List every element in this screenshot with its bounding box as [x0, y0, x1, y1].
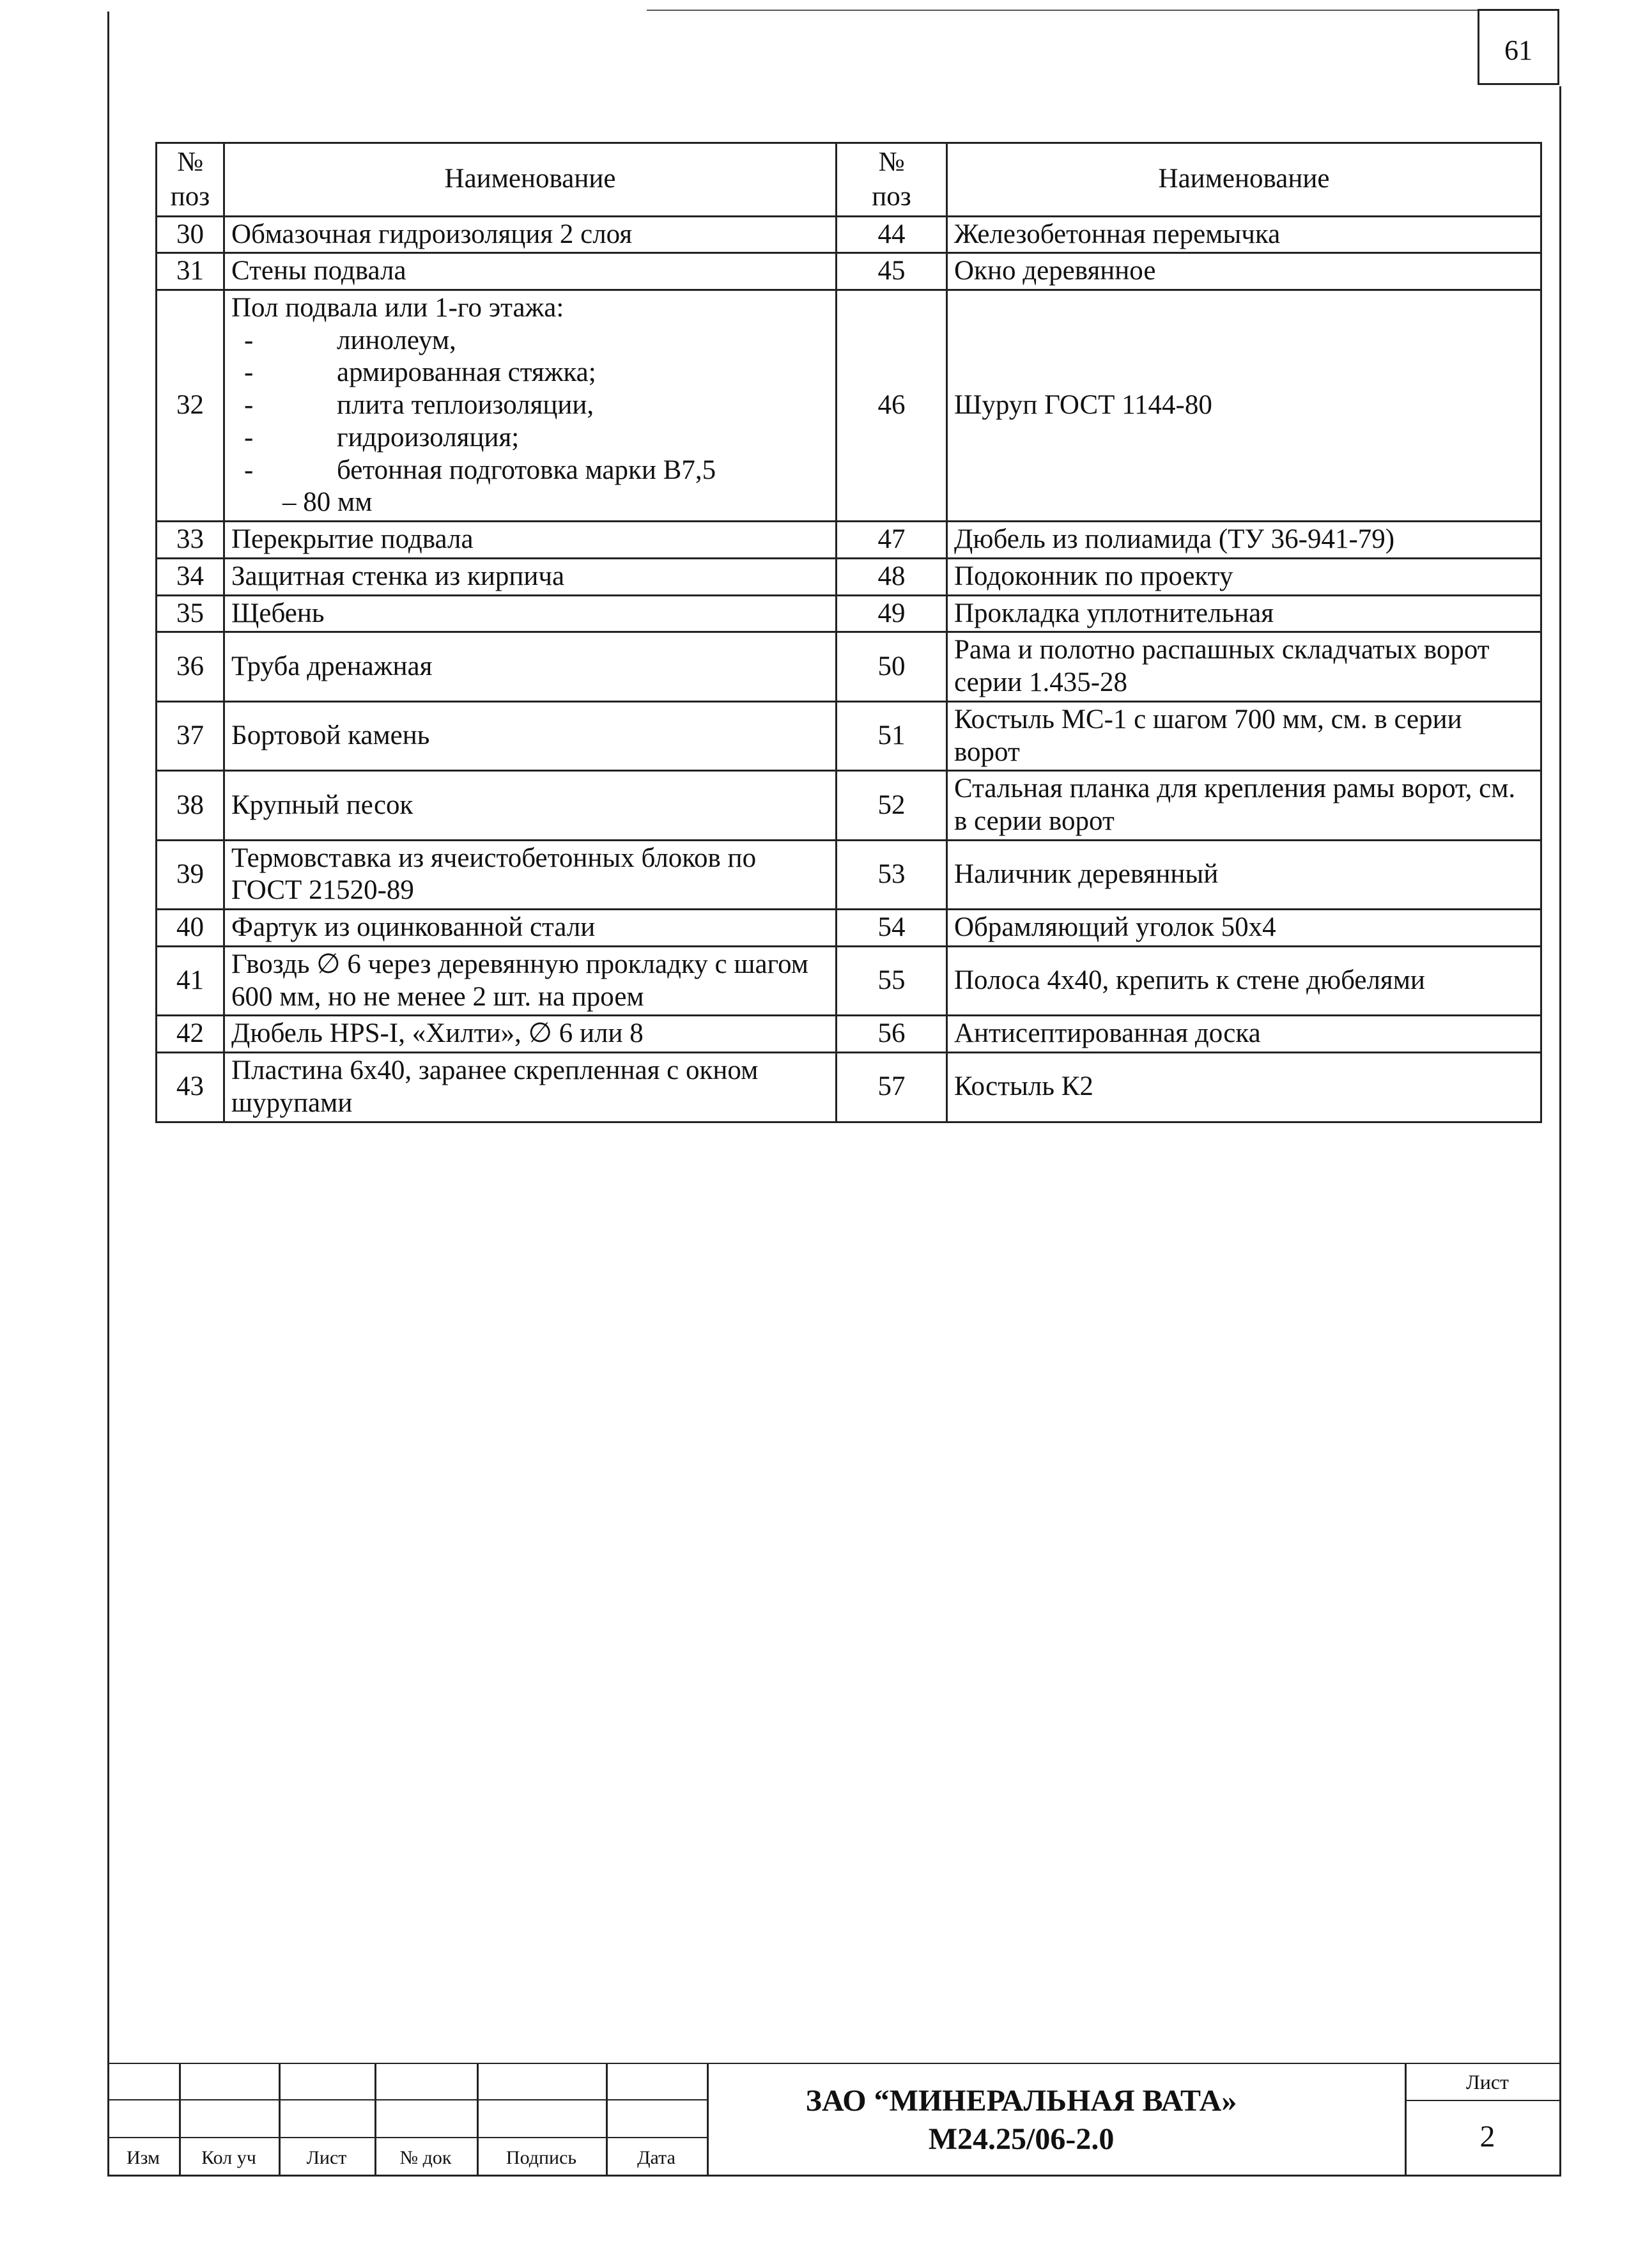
floor-layers-cell — [224, 290, 837, 521]
header-name-col: Наименование — [224, 143, 837, 217]
header-num2-col — [837, 143, 947, 217]
list-item — [231, 325, 829, 357]
document-number: М24.25/06-2.0 — [928, 2122, 1115, 2156]
pos-number: 54 — [837, 910, 947, 947]
page-number-box — [1478, 9, 1559, 85]
specification-table — [155, 142, 1542, 1123]
table-row — [157, 1053, 1541, 1122]
table-row — [157, 216, 1541, 253]
item-name: Обмазочная гидроизоляция 2 слоя — [224, 216, 837, 253]
header-name2-col: Наименование — [947, 143, 1541, 217]
item-name: Защитная стенка из кирпича — [224, 558, 837, 595]
table-row — [157, 1016, 1541, 1053]
table-row — [157, 558, 1541, 595]
table-row — [157, 595, 1541, 632]
pos-number: 46 — [837, 290, 947, 521]
item-name: Костыль МС-1 с шагом 700 мм, см. в серии ворот — [947, 701, 1541, 770]
floor-layers-tail: – 80 мм — [282, 487, 373, 518]
item-name: Подоконник по проекту — [947, 558, 1541, 595]
item-name: Обрамляющий уголок 50х4 — [947, 910, 1541, 947]
floor-layers-title: Пол подвала или 1-го этажа: — [231, 292, 564, 323]
title-block-col-line — [1405, 2063, 1407, 2177]
item-name: Рама и полотно распашных складчатых ворот серии 1.435-28 — [947, 632, 1541, 701]
label-change: Изм — [126, 2147, 160, 2168]
frame-left-line — [107, 12, 109, 2177]
item-name: Окно деревянное — [947, 253, 1541, 290]
label-sheet: Лист — [306, 2147, 347, 2168]
pos-number: 52 — [837, 771, 947, 840]
item-name: Наличник деревянный — [947, 840, 1541, 909]
table-row-floor-layers — [157, 290, 1541, 521]
table-row — [157, 701, 1541, 770]
title-block-top-line — [107, 2063, 1561, 2064]
dash-marker: - — [244, 357, 254, 388]
item-name: Антисептированная доска — [947, 1016, 1541, 1053]
table-row — [157, 910, 1541, 947]
item-name: Шуруп ГОСТ 1144-80 — [947, 290, 1541, 521]
list-item-text: плита теплоизоляции, — [337, 390, 594, 421]
pos-number: 45 — [837, 253, 947, 290]
pos-number: 36 — [157, 632, 224, 701]
table-row — [157, 840, 1541, 909]
dash-marker: - — [244, 325, 254, 355]
page-number: 61 — [1504, 35, 1532, 66]
label-date: Дата — [637, 2147, 675, 2168]
pos-number: 32 — [157, 290, 224, 521]
dash-marker: - — [244, 390, 254, 421]
header-num-col — [157, 143, 224, 217]
company-name: ЗАО “МИНЕРАЛЬНАЯ ВАТА» — [805, 2084, 1237, 2118]
frame-right-line — [1559, 86, 1561, 2177]
item-name: Дюбель HPS-I, «Хилти», ∅ 6 или 8 — [224, 1016, 837, 1053]
pos-number: 30 — [157, 216, 224, 253]
pos-number: 51 — [837, 701, 947, 770]
list-item — [231, 389, 829, 422]
pos-number: 48 — [837, 558, 947, 595]
item-name: Перекрытие подвала — [224, 522, 837, 559]
dash-marker: - — [244, 422, 254, 453]
pos-number: 41 — [157, 946, 224, 1015]
title-block-col-line — [707, 2063, 709, 2177]
item-name: Костыль К2 — [947, 1053, 1541, 1122]
pos-number: 39 — [157, 840, 224, 909]
table-row — [157, 253, 1541, 290]
item-name: Бортовой камень — [224, 701, 837, 770]
header-num2-pos: поз — [872, 181, 911, 212]
table-header-row — [157, 143, 1541, 217]
pos-number: 40 — [157, 910, 224, 947]
title-block-row-line — [107, 2099, 708, 2100]
sheet-number: 2 — [1479, 2120, 1495, 2154]
pos-number: 34 — [157, 558, 224, 595]
pos-number: 49 — [837, 595, 947, 632]
item-name: Труба дренажная — [224, 632, 837, 701]
label-signature: Подпись — [506, 2147, 577, 2168]
label-doc-number: № док — [399, 2147, 452, 2168]
list-item-text: линолеум, — [337, 325, 456, 355]
item-name: Крупный песок — [224, 771, 837, 840]
pos-number: 43 — [157, 1053, 224, 1122]
pos-number: 56 — [837, 1016, 947, 1053]
pos-number: 38 — [157, 771, 224, 840]
item-name: Фартук из оцинкованной стали — [224, 910, 837, 947]
item-name: Дюбель из полиамида (ТУ 36-941-79) — [947, 522, 1541, 559]
pos-number: 47 — [837, 522, 947, 559]
list-item — [231, 422, 829, 454]
list-item-text: гидроизоляция; — [337, 422, 520, 453]
item-name: Щебень — [224, 595, 837, 632]
item-name: Стены подвала — [224, 253, 837, 290]
pos-number: 42 — [157, 1016, 224, 1053]
item-name: Пластина 6х40, заранее скрепленная с окном шурупами — [224, 1053, 837, 1122]
item-name: Железобетонная перемычка — [947, 216, 1541, 253]
pos-number: 33 — [157, 522, 224, 559]
frame-top-line — [647, 10, 1559, 11]
sheet-cell-line — [1405, 2100, 1561, 2101]
header-num-symbol: № — [176, 147, 204, 177]
list-item-text: армированная стяжка; — [337, 357, 596, 388]
item-name: Гвоздь ∅ 6 через деревянную прокладку с шагом 600 мм, но не менее 2 шт. на проем — [224, 946, 837, 1015]
pos-number: 31 — [157, 253, 224, 290]
table-row — [157, 946, 1541, 1015]
item-name: Прокладка уплотнительная — [947, 595, 1541, 632]
floor-layers-list — [231, 325, 829, 487]
dash-marker: - — [244, 454, 254, 485]
table-row — [157, 771, 1541, 840]
pos-number: 37 — [157, 701, 224, 770]
table-row — [157, 522, 1541, 559]
list-item-text: бетонная подготовка марки В7,5 — [337, 454, 716, 485]
pos-number: 44 — [837, 216, 947, 253]
pos-number: 50 — [837, 632, 947, 701]
label-count: Кол уч — [201, 2147, 256, 2168]
item-name: Термовставка из ячеистобетонных блоков по ГОСТ 21520-89 — [224, 840, 837, 909]
list-item — [231, 357, 829, 389]
sheet-label: Лист — [1465, 2070, 1509, 2093]
header-num2-symbol: № — [878, 147, 905, 177]
item-name: Полоса 4х40, крепить к стене дюбелями — [947, 946, 1541, 1015]
list-item — [231, 454, 829, 487]
pos-number: 57 — [837, 1053, 947, 1122]
pos-number: 55 — [837, 946, 947, 1015]
pos-number: 53 — [837, 840, 947, 909]
pos-number: 35 — [157, 595, 224, 632]
item-name: Стальная планка для крепления рамы ворот, см. в серии ворот — [947, 771, 1541, 840]
title-block — [107, 2063, 1561, 2177]
table-row — [157, 632, 1541, 701]
title-block-row-line — [107, 2137, 708, 2138]
header-num-pos: поз — [170, 181, 210, 212]
